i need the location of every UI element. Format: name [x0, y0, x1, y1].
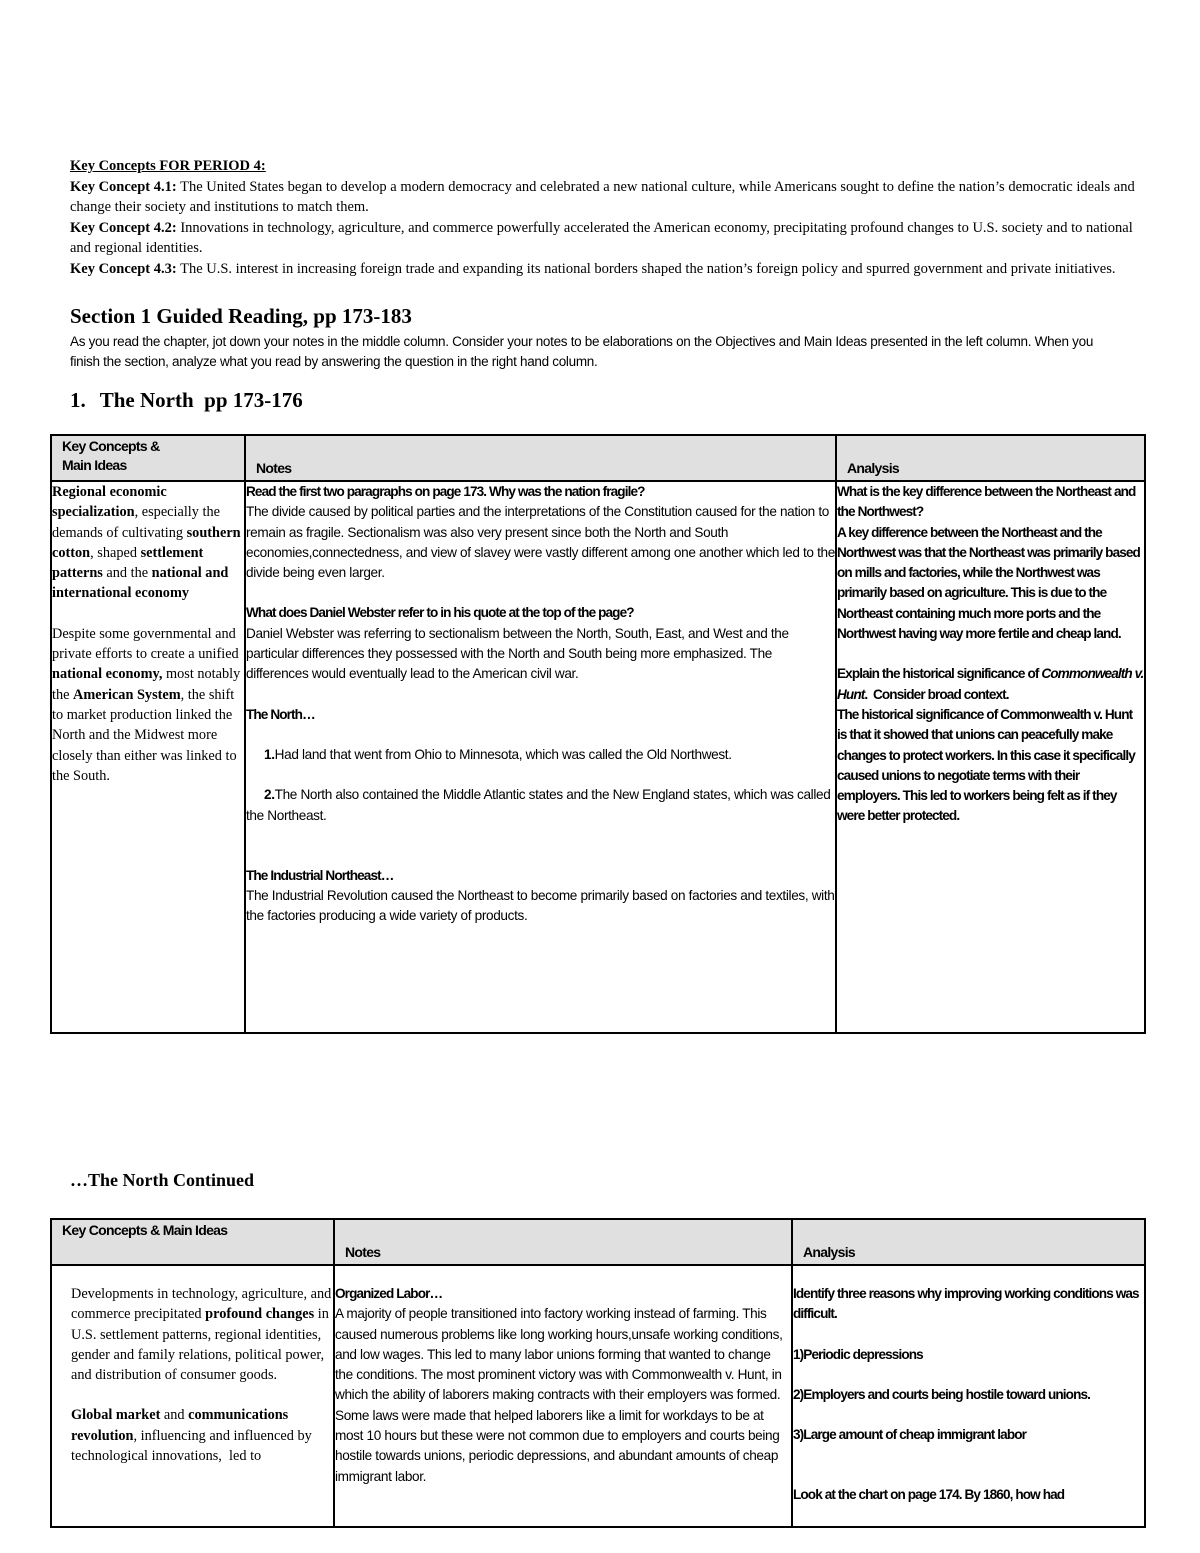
analysis-reason: 3)Large amount of cheap immigrant labor [793, 1427, 1027, 1443]
notes-list-item: 2.The North also contained the Middle Atlantic states and the New England states, which was called the Northeast. [246, 787, 831, 823]
key-concept-paragraph: Despite some governmental and private efforts to create a unified national economy, most notably the American System, the shift to market production linked the North and the Midwest more closely than either was linked to the South. [52, 625, 241, 784]
header-key-concepts: Key Concepts & Main Ideas [51, 1219, 334, 1265]
key-concept-paragraph: Regional economic specialization, especially the demands of cultivating southern cotton, shaped settlement patterns and the national and international economy [52, 484, 241, 602]
notes-subheading: Organized Labor… [335, 1286, 443, 1301]
key-concept-4-3: Key Concept 4.3: The U.S. interest in increasing foreign trade and expanding its national borders shaped the nation’s foreign policy and spurred government and private initiatives. [70, 260, 1116, 277]
part1-table [50, 434, 1146, 1034]
part2-notes-cell [334, 1265, 792, 1527]
part1-analysis-cell [836, 481, 1145, 1033]
part2-analysis-cell [792, 1265, 1145, 1527]
notes-question: Read the first two paragraphs on page 173. Why was the nation fragile? [246, 484, 645, 499]
notes-answer: Daniel Webster was referring to sectionalism between the North, South, East, and West and the particular differences they possessed with the North and South being more emphasized. The differences would eventually lead to the American civil war. [246, 625, 789, 682]
part2-key-concepts-cell [51, 1265, 334, 1527]
key-concept-paragraph: Global market and communications revolution, influencing and influenced by technological innovations, led to [71, 1407, 316, 1465]
notes-answer: A majority of people transitioned into factory working instead of farming. This caused numerous problems like long working hours,unsafe working conditions, and low wages. This led to many labor unions forming that wanted to change the conditions. The most prominent victory was with Commonwealth v. Hunt, in which the ability of laborers making contracts with their employers was formed. Some laws were made that helped laborers like a limit for workdays to be at most 10 hours but these were not common due to employers and courts being hostile towards unions, periodic depressions, and abundant amounts of cheap immigrant labor. [335, 1306, 783, 1484]
header-analysis: Analysis [836, 435, 1145, 481]
part2-title: …The North Continued [70, 1170, 255, 1190]
key-concept-4-2: Key Concept 4.2: Innovations in technology, agriculture, and commerce powerfully accelerated the American economy, precipitating profound changes to U.S. society and to national and regional identities. [70, 219, 1133, 256]
analysis-question: Identify three reasons why improving working conditions was difficult. [793, 1286, 1139, 1322]
notes-answer: The Industrial Revolution caused the Northeast to become primarily based on factories and textiles, with the factories producing a wide variety of products. [246, 888, 835, 924]
section-instructions: As you read the chapter, jot down your notes in the middle column. Consider your notes to be elaborations on the Objectives and Main Ideas presented in the left column. When you finish the section, analyze what you read by answering the question in the right hand column. [70, 334, 1094, 369]
section-title: Section 1 Guided Reading, pp 173-183 [70, 304, 412, 328]
analysis-question: Look at the chart on page 174. By 1860, how had [793, 1487, 1065, 1503]
notes-list-item: 1.Had land that went from Ohio to Minnesota, which was called the Old Northwest. [264, 746, 732, 762]
part2-table [50, 1218, 1146, 1528]
analysis-reason: 2)Employers and courts being hostile toward unions. [793, 1386, 1091, 1402]
part1-notes-cell [245, 481, 836, 1033]
notes-answer: The divide caused by political parties and the interpretations of the Constitution caused for the nation to remain as fragile. Sectionalism was also very present since both the North and South economies,connectedness, and view of slavey were vastly different among one another which led to the divide being even larger. [246, 504, 835, 581]
notes-subheading: The Industrial Northeast… [246, 867, 394, 883]
part1-key-concepts-cell [51, 481, 245, 1033]
part1-number: 1. [70, 388, 86, 412]
header-notes: Notes [245, 435, 836, 481]
part1-heading [70, 388, 303, 413]
key-concepts-title: Key Concepts FOR PERIOD 4: [70, 158, 266, 174]
part1-title: The North pp 173-176 [99, 388, 303, 412]
key-concepts-header [70, 156, 1140, 279]
key-concept-paragraph: Developments in technology, agriculture, and commerce precipitated profound changes in U.S. settlement patterns, regional identities, gender and family relations, political power, and distribution of consumer goods. [71, 1286, 332, 1384]
notes-subheading: The North… [246, 706, 315, 722]
notes-question: What does Daniel Webster refer to in his quote at the top of the page? [246, 605, 634, 621]
header-notes: Notes [334, 1219, 792, 1265]
analysis-question: Explain the historical significance of Commonwealth v. Hunt. Consider broad context. [837, 666, 1144, 702]
analysis-answer: The historical significance of Commonwealth v. Hunt is that it showed that unions can peacefully make changes to protect workers. In this case it specifically caused unions to negotiate terms with their employers. This led to workers being felt as if they were better protected. [837, 706, 1135, 824]
analysis-question: What is the key difference between the Northeast and the Northwest? [837, 484, 1136, 520]
analysis-answer: A key difference between the Northeast and the Northwest was that the Northeast was primarily based on mills and factories, while the Northwest was primarily based on agriculture. This is due to the Northeast containing much more ports and the Northwest having way more fertile and cheap land. [837, 524, 1140, 642]
header-key-concepts: Key Concepts & Main Ideas [51, 435, 245, 481]
header-analysis: Analysis [792, 1219, 1145, 1265]
key-concept-4-1: Key Concept 4.1: The United States began to develop a modern democracy and celebrated a new national culture, while Americans sought to define the nation’s democratic ideals and change their society and institutions to match them. [70, 178, 1135, 215]
analysis-reason: 1)Periodic depressions [793, 1346, 923, 1362]
